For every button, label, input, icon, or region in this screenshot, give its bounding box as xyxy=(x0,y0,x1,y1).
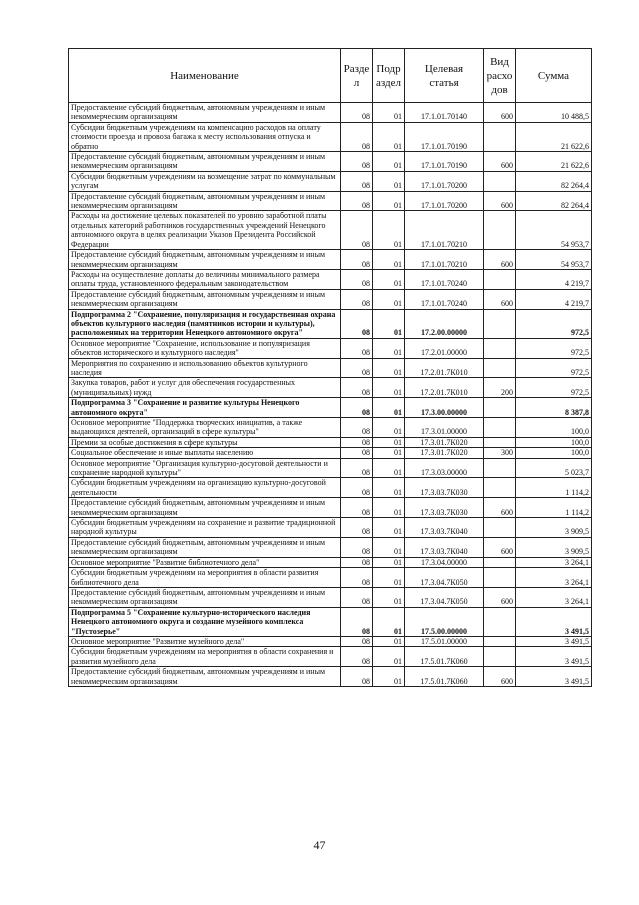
row-target-article-cell: 17.1.01.70140 xyxy=(405,103,484,123)
table-row xyxy=(69,667,592,687)
table-row xyxy=(69,568,592,588)
row-subsection-cell: 01 xyxy=(373,191,405,211)
row-expense-type-cell xyxy=(484,458,516,478)
row-expense-type-cell xyxy=(484,211,516,250)
row-section-cell: 08 xyxy=(341,418,373,438)
table-row xyxy=(69,103,592,123)
table-header-row xyxy=(69,49,592,103)
row-subsection-cell: 01 xyxy=(373,171,405,191)
row-subsection-cell: 01 xyxy=(373,289,405,309)
table-row xyxy=(69,607,592,636)
table-row xyxy=(69,636,592,646)
row-section-cell: 08 xyxy=(341,358,373,378)
table-row xyxy=(69,448,592,458)
row-expense-type-cell xyxy=(484,437,516,447)
row-section-cell: 08 xyxy=(341,152,373,172)
row-sum-cell: 3 264,1 xyxy=(516,557,592,567)
table-row xyxy=(69,358,592,378)
row-target-article-cell: 17.3.04.7К050 xyxy=(405,587,484,607)
row-name-cell: Предоставление субсидий бюджетным, автономным учреждениям и иным некоммерческим организациям xyxy=(69,667,341,687)
row-subsection-cell: 01 xyxy=(373,557,405,567)
table-row xyxy=(69,587,592,607)
row-expense-type-cell xyxy=(484,418,516,438)
row-expense-type-cell: 600 xyxy=(484,498,516,518)
row-subsection-cell: 01 xyxy=(373,418,405,438)
row-target-article-cell: 17.2.01.7К010 xyxy=(405,378,484,398)
row-expense-type-cell xyxy=(484,122,516,151)
row-target-article-cell: 17.2.00.00000 xyxy=(405,309,484,338)
row-name-cell: Основное мероприятие "Развитие музейного дела" xyxy=(69,636,341,646)
row-expense-type-cell: 300 xyxy=(484,448,516,458)
table-row xyxy=(69,269,592,289)
row-target-article-cell: 17.1.01.70190 xyxy=(405,122,484,151)
row-section-cell: 08 xyxy=(341,269,373,289)
row-name-cell: Субсидии бюджетным учреждениям на компенсацию расходов на оплату стоимости проезда и провоза багажа к месту использования отпуска и обратно xyxy=(69,122,341,151)
row-sum-cell: 3 491,5 xyxy=(516,636,592,646)
row-sum-cell: 100,0 xyxy=(516,448,592,458)
row-subsection-cell: 01 xyxy=(373,667,405,687)
row-sum-cell: 100,0 xyxy=(516,437,592,447)
row-sum-cell: 972,5 xyxy=(516,358,592,378)
row-name-cell: Предоставление субсидий бюджетным, автономным учреждениям и иным некоммерческим организациям xyxy=(69,191,341,211)
row-target-article-cell: 17.3.01.00000 xyxy=(405,418,484,438)
row-sum-cell: 5 023,7 xyxy=(516,458,592,478)
row-name-cell: Предоставление субсидий бюджетным, автономным учреждениям и иным некоммерческим организациям xyxy=(69,537,341,557)
row-section-cell: 08 xyxy=(341,103,373,123)
header-target-article: Целевая статья xyxy=(405,49,484,103)
row-target-article-cell: 17.2.01.00000 xyxy=(405,338,484,358)
table-row xyxy=(69,289,592,309)
row-name-cell: Основное мероприятие "Организация культурно-досуговой деятельности и сохранение народной культуры" xyxy=(69,458,341,478)
row-sum-cell: 972,5 xyxy=(516,309,592,338)
row-target-article-cell: 17.5.01.00000 xyxy=(405,636,484,646)
row-name-cell: Расходы на достижение целевых показателей по уровню заработной платы отдельных категорий работников государственных учреждений Ненецкого автономного округа в целях реализации Указов Президента Российской Федерации xyxy=(69,211,341,250)
row-target-article-cell: 17.3.04.00000 xyxy=(405,557,484,567)
row-expense-type-cell: 600 xyxy=(484,587,516,607)
row-subsection-cell: 01 xyxy=(373,211,405,250)
budget-table xyxy=(68,48,592,687)
row-section-cell: 08 xyxy=(341,498,373,518)
row-sum-cell: 8 387,8 xyxy=(516,398,592,418)
table-row xyxy=(69,537,592,557)
row-sum-cell: 54 953,7 xyxy=(516,211,592,250)
row-subsection-cell: 01 xyxy=(373,437,405,447)
row-subsection-cell: 01 xyxy=(373,152,405,172)
row-target-article-cell: 17.3.04.7К050 xyxy=(405,568,484,588)
row-name-cell: Предоставление субсидий бюджетным, автономным учреждениям и иным некоммерческим организациям xyxy=(69,250,341,270)
row-subsection-cell: 01 xyxy=(373,607,405,636)
row-target-article-cell: 17.1.01.70240 xyxy=(405,289,484,309)
row-subsection-cell: 01 xyxy=(373,636,405,646)
row-section-cell: 08 xyxy=(341,448,373,458)
table-row xyxy=(69,250,592,270)
row-sum-cell: 21 622,6 xyxy=(516,122,592,151)
table-row xyxy=(69,378,592,398)
page-number: 47 xyxy=(313,838,326,852)
row-target-article-cell: 17.1.01.70210 xyxy=(405,211,484,250)
table-row xyxy=(69,122,592,151)
row-section-cell: 08 xyxy=(341,338,373,358)
row-section-cell: 08 xyxy=(341,478,373,498)
header-subsection: Подр аздел xyxy=(373,49,405,103)
row-section-cell: 08 xyxy=(341,607,373,636)
row-subsection-cell: 01 xyxy=(373,458,405,478)
row-expense-type-cell: 600 xyxy=(484,103,516,123)
row-name-cell: Социальное обеспечение и иные выплаты населению xyxy=(69,448,341,458)
row-subsection-cell: 01 xyxy=(373,250,405,270)
row-expense-type-cell: 200 xyxy=(484,378,516,398)
row-expense-type-cell xyxy=(484,636,516,646)
row-sum-cell: 100,0 xyxy=(516,418,592,438)
row-section-cell: 08 xyxy=(341,458,373,478)
table-row xyxy=(69,498,592,518)
row-section-cell: 08 xyxy=(341,378,373,398)
row-sum-cell: 54 953,7 xyxy=(516,250,592,270)
row-name-cell: Премии за особые достижения в сфере культуры xyxy=(69,437,341,447)
row-expense-type-cell: 600 xyxy=(484,537,516,557)
row-section-cell: 08 xyxy=(341,309,373,338)
row-expense-type-cell xyxy=(484,269,516,289)
row-subsection-cell: 01 xyxy=(373,647,405,667)
row-expense-type-cell xyxy=(484,647,516,667)
row-name-cell: Подпрограмма 3 "Сохранение и развитие культуры Ненецкого автономного округа" xyxy=(69,398,341,418)
row-expense-type-cell xyxy=(484,518,516,538)
row-expense-type-cell xyxy=(484,607,516,636)
row-sum-cell: 4 219,7 xyxy=(516,289,592,309)
header-name: Наименование xyxy=(69,49,341,103)
table-row xyxy=(69,418,592,438)
row-name-cell: Субсидии бюджетным учреждениям на мероприятия в области развития библиотечного дела xyxy=(69,568,341,588)
row-subsection-cell: 01 xyxy=(373,378,405,398)
row-section-cell: 08 xyxy=(341,211,373,250)
row-sum-cell: 1 114,2 xyxy=(516,478,592,498)
table-row xyxy=(69,518,592,538)
row-target-article-cell: 17.3.03.7К030 xyxy=(405,478,484,498)
row-subsection-cell: 01 xyxy=(373,309,405,338)
row-expense-type-cell: 600 xyxy=(484,191,516,211)
row-name-cell: Субсидии бюджетным учреждениям на возмещение затрат по коммунальным услугам xyxy=(69,171,341,191)
row-subsection-cell: 01 xyxy=(373,338,405,358)
row-sum-cell: 3 264,1 xyxy=(516,568,592,588)
table-row xyxy=(69,437,592,447)
row-sum-cell: 972,5 xyxy=(516,378,592,398)
row-expense-type-cell xyxy=(484,568,516,588)
row-subsection-cell: 01 xyxy=(373,103,405,123)
row-expense-type-cell xyxy=(484,171,516,191)
row-expense-type-cell xyxy=(484,557,516,567)
row-section-cell: 08 xyxy=(341,398,373,418)
row-section-cell: 08 xyxy=(341,587,373,607)
row-subsection-cell: 01 xyxy=(373,537,405,557)
row-expense-type-cell: 600 xyxy=(484,289,516,309)
table-row xyxy=(69,338,592,358)
row-expense-type-cell xyxy=(484,338,516,358)
row-target-article-cell: 17.1.01.70190 xyxy=(405,152,484,172)
header-expense-type: Вид расхо дов xyxy=(484,49,516,103)
row-name-cell: Предоставление субсидий бюджетным, автономным учреждениям и иным некоммерческим организациям xyxy=(69,498,341,518)
row-sum-cell: 3 491,5 xyxy=(516,647,592,667)
row-name-cell: Предоставление субсидий бюджетным, автономным учреждениям и иным некоммерческим организациям xyxy=(69,587,341,607)
row-sum-cell: 82 264,4 xyxy=(516,171,592,191)
row-sum-cell: 3 264,1 xyxy=(516,587,592,607)
row-expense-type-cell xyxy=(484,309,516,338)
row-target-article-cell: 17.1.01.70200 xyxy=(405,191,484,211)
table-row xyxy=(69,458,592,478)
table-body xyxy=(69,103,592,687)
row-target-article-cell: 17.1.01.70200 xyxy=(405,171,484,191)
row-name-cell: Основное мероприятие "Развитие библиотечного дела" xyxy=(69,557,341,567)
row-target-article-cell: 17.2.01.7К010 xyxy=(405,358,484,378)
row-target-article-cell: 17.1.01.70210 xyxy=(405,250,484,270)
table-row xyxy=(69,152,592,172)
row-sum-cell: 21 622,6 xyxy=(516,152,592,172)
row-sum-cell: 10 488,5 xyxy=(516,103,592,123)
row-section-cell: 08 xyxy=(341,250,373,270)
table-row xyxy=(69,211,592,250)
table-row xyxy=(69,478,592,498)
row-section-cell: 08 xyxy=(341,289,373,309)
row-subsection-cell: 01 xyxy=(373,568,405,588)
row-sum-cell: 3 909,5 xyxy=(516,537,592,557)
row-subsection-cell: 01 xyxy=(373,269,405,289)
row-name-cell: Субсидии бюджетным учреждениям на мероприятия в области сохранения и развития музейного дела xyxy=(69,647,341,667)
row-subsection-cell: 01 xyxy=(373,478,405,498)
row-expense-type-cell xyxy=(484,358,516,378)
table-row xyxy=(69,171,592,191)
row-sum-cell: 972,5 xyxy=(516,338,592,358)
row-sum-cell: 1 114,2 xyxy=(516,498,592,518)
row-target-article-cell: 17.3.03.7К030 xyxy=(405,498,484,518)
row-subsection-cell: 01 xyxy=(373,358,405,378)
row-target-article-cell: 17.5.01.7К060 xyxy=(405,647,484,667)
table-row xyxy=(69,398,592,418)
table-row xyxy=(69,557,592,567)
row-name-cell: Предоставление субсидий бюджетным, автономным учреждениям и иным некоммерческим организациям xyxy=(69,152,341,172)
row-section-cell: 08 xyxy=(341,518,373,538)
row-target-article-cell: 17.3.01.7К020 xyxy=(405,437,484,447)
row-target-article-cell: 17.3.01.7К020 xyxy=(405,448,484,458)
table-row xyxy=(69,647,592,667)
row-target-article-cell: 17.3.00.00000 xyxy=(405,398,484,418)
row-name-cell: Расходы на осуществление доплаты до величины минимального размера оплаты труда, установленного федеральным законодательством xyxy=(69,269,341,289)
row-name-cell: Субсидии бюджетным учреждениям на организацию культурно-досуговой деятельности xyxy=(69,478,341,498)
row-section-cell: 08 xyxy=(341,122,373,151)
row-sum-cell: 3 909,5 xyxy=(516,518,592,538)
row-target-article-cell: 17.3.03.7К040 xyxy=(405,537,484,557)
row-section-cell: 08 xyxy=(341,537,373,557)
header-sum: Сумма xyxy=(516,49,592,103)
row-sum-cell: 82 264,4 xyxy=(516,191,592,211)
row-name-cell: Основное мероприятие "Сохранение, использование и популяризация объектов исторического и культурного наследия" xyxy=(69,338,341,358)
row-name-cell: Подпрограмма 5 "Сохранение культурно-исторического наследия Ненецкого автономного округа и создание музейного комплекса "Пустозерье" xyxy=(69,607,341,636)
row-subsection-cell: 01 xyxy=(373,448,405,458)
row-name-cell: Субсидии бюджетным учреждениям на сохранение и развитие традиционной народной культуры xyxy=(69,518,341,538)
row-name-cell: Закупка товаров, работ и услуг для обеспечения государственных (муниципальных) нужд xyxy=(69,378,341,398)
row-section-cell: 08 xyxy=(341,647,373,667)
row-section-cell: 08 xyxy=(341,191,373,211)
row-subsection-cell: 01 xyxy=(373,587,405,607)
row-expense-type-cell xyxy=(484,478,516,498)
row-expense-type-cell xyxy=(484,398,516,418)
row-subsection-cell: 01 xyxy=(373,518,405,538)
row-subsection-cell: 01 xyxy=(373,398,405,418)
row-name-cell: Предоставление субсидий бюджетным, автономным учреждениям и иным некоммерческим организациям xyxy=(69,289,341,309)
row-target-article-cell: 17.5.00.00000 xyxy=(405,607,484,636)
header-section: Разде л xyxy=(341,49,373,103)
row-section-cell: 08 xyxy=(341,557,373,567)
row-section-cell: 08 xyxy=(341,171,373,191)
row-section-cell: 08 xyxy=(341,437,373,447)
table-row xyxy=(69,191,592,211)
row-name-cell: Предоставление субсидий бюджетным, автономным учреждениям и иным некоммерческим организациям xyxy=(69,103,341,123)
row-subsection-cell: 01 xyxy=(373,122,405,151)
row-sum-cell: 4 219,7 xyxy=(516,269,592,289)
row-target-article-cell: 17.3.03.00000 xyxy=(405,458,484,478)
row-name-cell: Основное мероприятие "Поддержка творческих инициатив, а также выдающихся деятелей, организаций в сфере культуры" xyxy=(69,418,341,438)
row-sum-cell: 3 491,5 xyxy=(516,667,592,687)
row-expense-type-cell: 600 xyxy=(484,250,516,270)
row-name-cell: Мероприятия по сохранению и использованию объектов культурного наследия xyxy=(69,358,341,378)
row-subsection-cell: 01 xyxy=(373,498,405,518)
row-target-article-cell: 17.3.03.7К040 xyxy=(405,518,484,538)
row-section-cell: 08 xyxy=(341,568,373,588)
row-name-cell: Подпрограмма 2 "Сохранение, популяризация и государственная охрана объектов культурного наследия (памятников истории и культуры), расположенных на территории Ненецкого автономного округа" xyxy=(69,309,341,338)
row-section-cell: 08 xyxy=(341,636,373,646)
row-sum-cell: 3 491,5 xyxy=(516,607,592,636)
row-section-cell: 08 xyxy=(341,667,373,687)
row-expense-type-cell: 600 xyxy=(484,667,516,687)
row-expense-type-cell: 600 xyxy=(484,152,516,172)
row-target-article-cell: 17.5.01.7К060 xyxy=(405,667,484,687)
row-target-article-cell: 17.1.01.70240 xyxy=(405,269,484,289)
table-row xyxy=(69,309,592,338)
